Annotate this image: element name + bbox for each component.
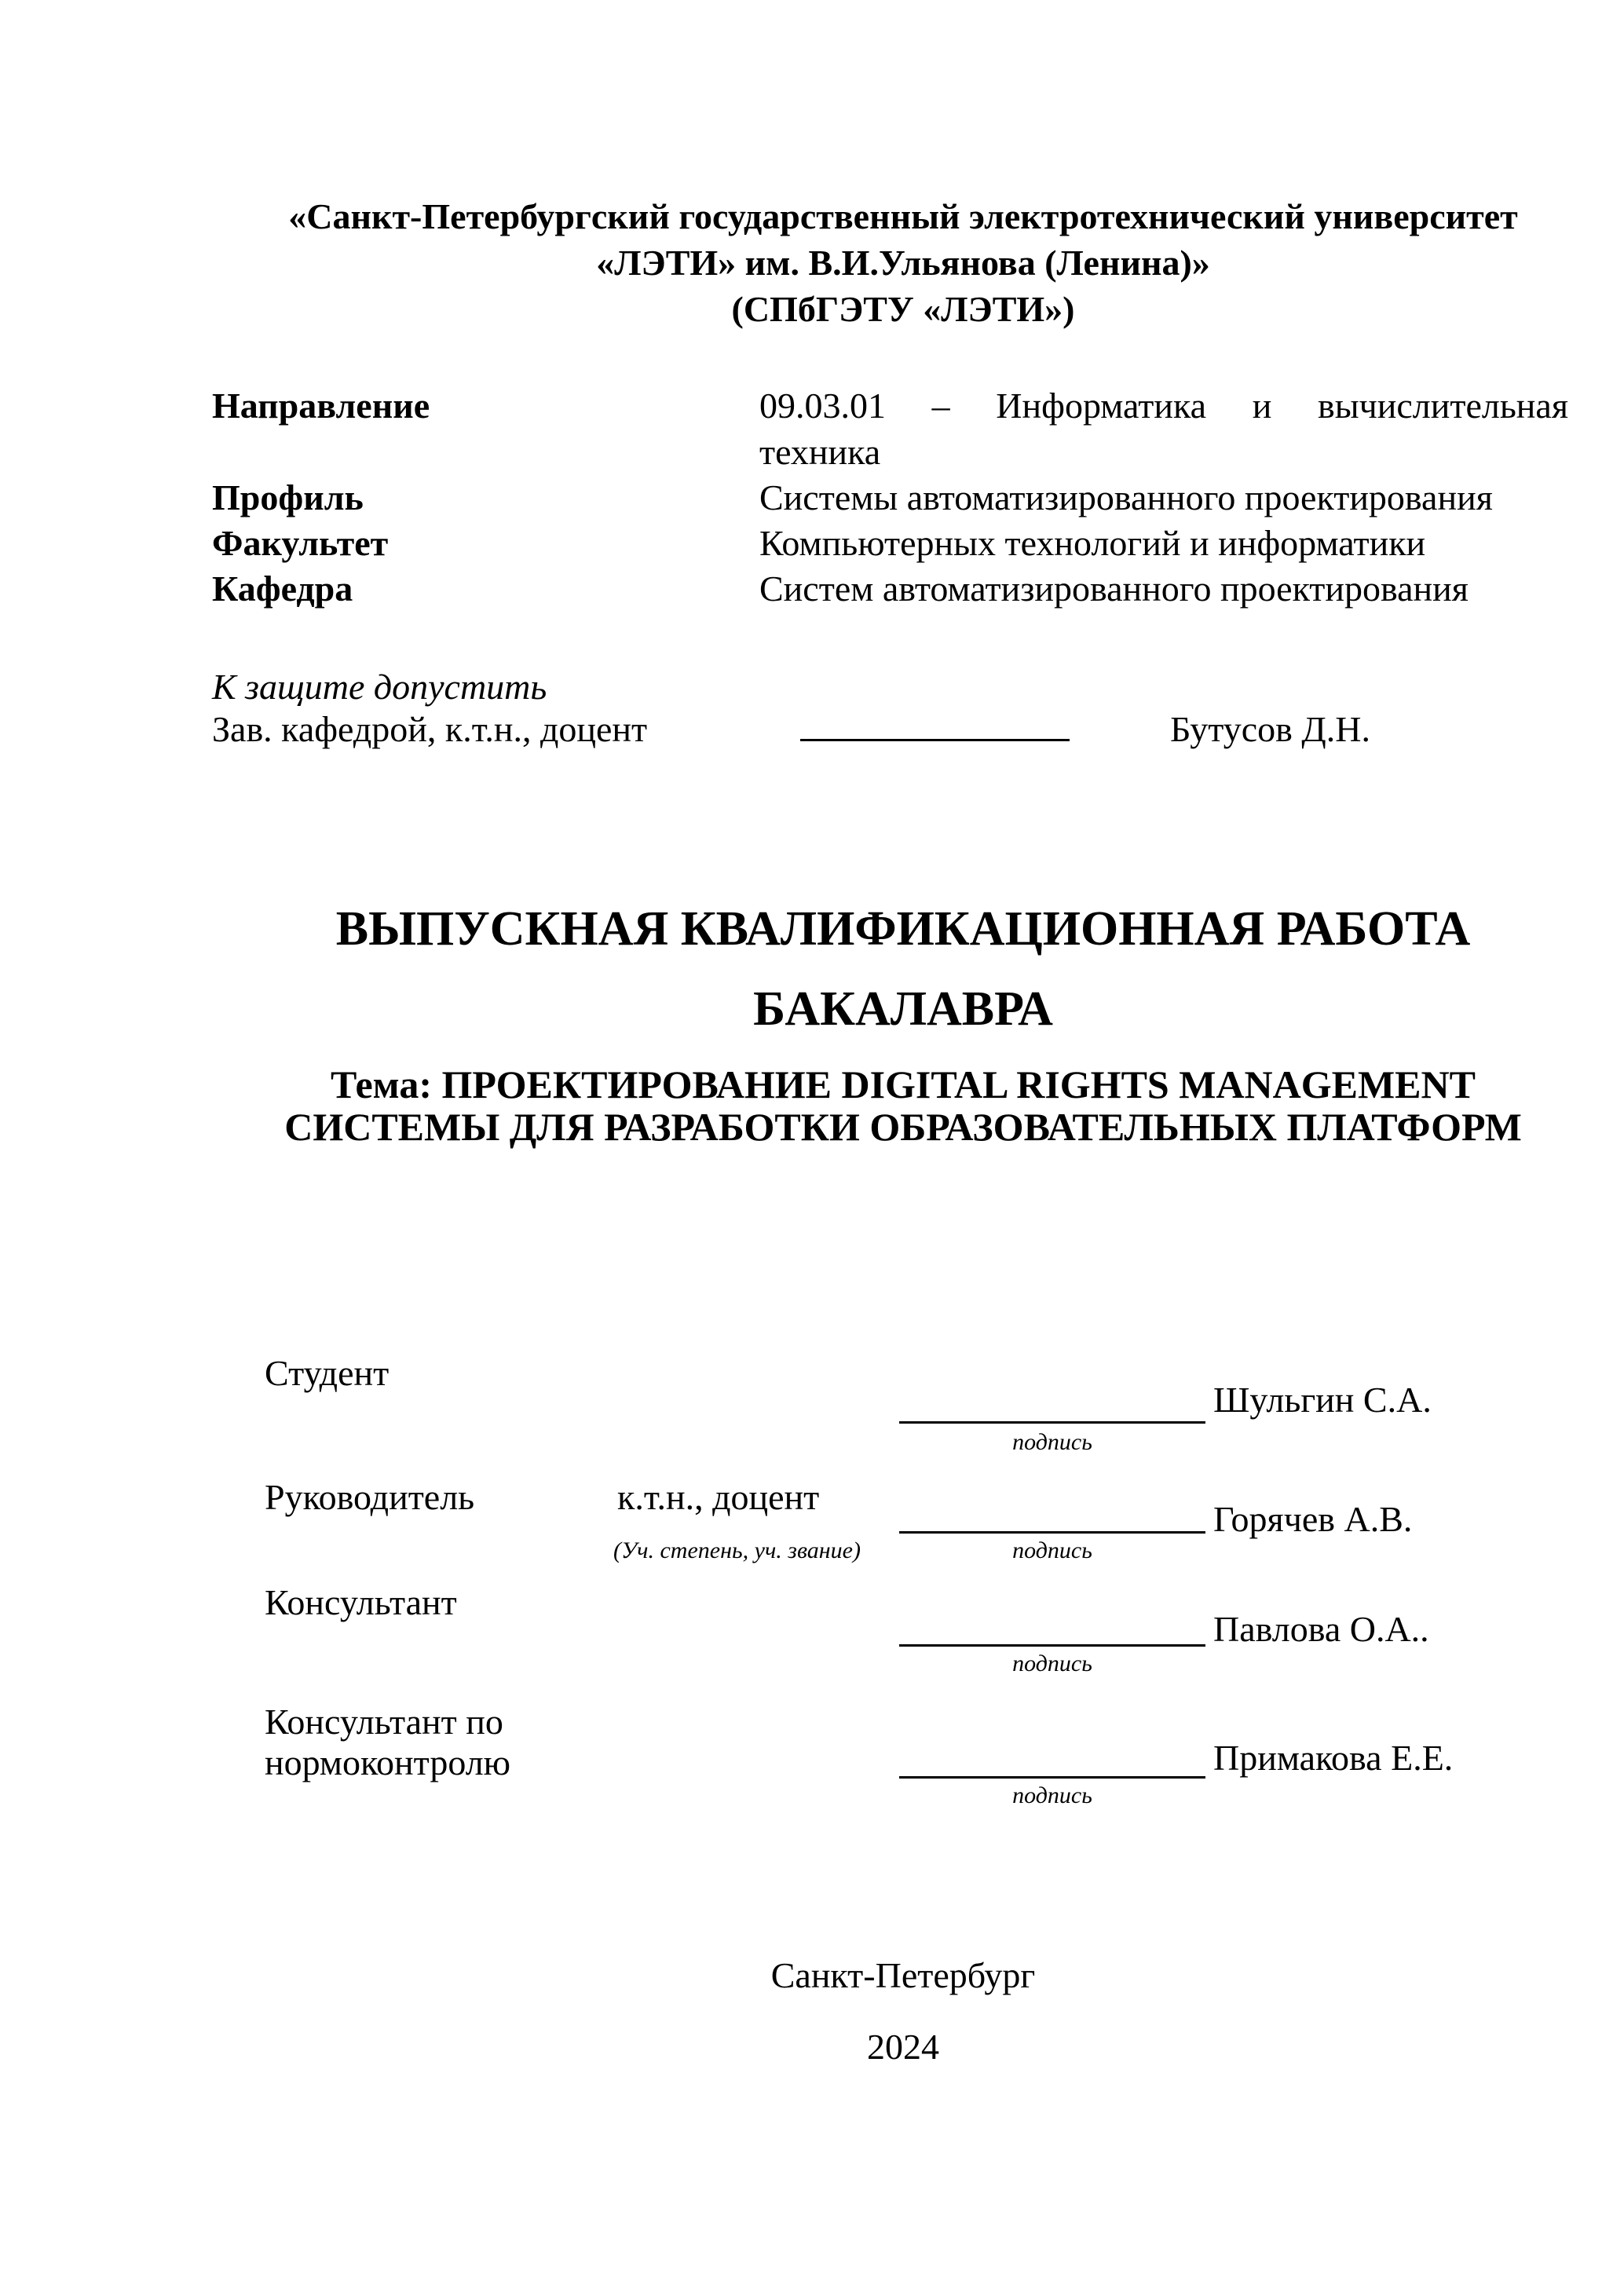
normcontrol-signature-caption: подпись (1012, 1782, 1092, 1808)
consultant-signature-line (899, 1644, 1205, 1647)
supervisor-role-label: Руководитель (265, 1477, 475, 1517)
consultant-signature-caption: подпись (1012, 1651, 1092, 1676)
normcontrol-role-label-line1: Консультант по (265, 1702, 503, 1742)
department-value: Систем автоматизированного проектирования (759, 569, 1469, 609)
normcontrol-signature-line (899, 1776, 1205, 1779)
admit-to-defense-line: К защите допустить (212, 667, 547, 707)
consultant-name: Павлова О.А.. (1213, 1609, 1429, 1649)
student-name: Шульгин С.А. (1213, 1380, 1432, 1420)
supervisor-signature-line (899, 1531, 1205, 1534)
work-title-line2: БАКАЛАВРА (753, 982, 1053, 1036)
profile-label: Профиль (212, 477, 364, 517)
department-label: Кафедра (212, 569, 353, 609)
faculty-label: Факультет (212, 523, 389, 563)
direction-label: Направление (212, 386, 430, 426)
footer-city: Санкт-Петербург (770, 1955, 1036, 1995)
direction-value-line1: 09.03.01 – Информатика и вычислительная (759, 386, 1568, 426)
university-abbreviation: (СПбГЭТУ «ЛЭТИ») (731, 289, 1075, 329)
university-name-line2: «ЛЭТИ» им. В.И.Ульянова (Ленина)» (596, 243, 1210, 283)
faculty-value: Компьютерных технологий и информатики (759, 523, 1426, 563)
university-header (212, 193, 1594, 332)
university-name-line1: «Санкт-Петербургский государственный электротехнический университет (288, 196, 1518, 236)
direction-value-line2: техника (759, 432, 881, 472)
student-signature-line (899, 1421, 1205, 1424)
department-head-name: Бутусов Д.Н. (1170, 709, 1370, 749)
supervisor-signature-caption: подпись (1012, 1537, 1092, 1563)
supervisor-degree: к.т.н., доцент (617, 1477, 820, 1517)
student-signature-caption: подпись (1012, 1429, 1092, 1455)
supervisor-degree-caption: (Уч. степень, уч. звание) (613, 1537, 861, 1563)
department-head-label: Зав. кафедрой, к.т.н., доцент (212, 709, 648, 749)
consultant-role-label: Консультант (265, 1582, 457, 1622)
theme-line1: Тема: ПРОЕКТИРОВАНИЕ DIGITAL RIGHTS MANAGEMENT (331, 1062, 1476, 1106)
normcontrol-role-label-line2: нормоконтролю (265, 1742, 511, 1782)
profile-value: Системы автоматизированного проектирования (759, 477, 1493, 517)
work-title-line1: ВЫПУСКНАЯ КВАЛИФИКАЦИОННАЯ РАБОТА (335, 902, 1471, 956)
supervisor-name: Горячев А.В. (1213, 1499, 1413, 1539)
theme-line2: СИСТЕМЫ ДЛЯ РАЗРАБОТКИ ОБРАЗОВАТЕЛЬНЫХ ПЛАТФОРМ (284, 1105, 1522, 1149)
approval-signature-line (800, 739, 1070, 741)
footer-year: 2024 (867, 2027, 939, 2067)
normcontrol-name: Примакова Е.Е. (1213, 1738, 1454, 1778)
student-role-label: Студент (265, 1353, 390, 1393)
